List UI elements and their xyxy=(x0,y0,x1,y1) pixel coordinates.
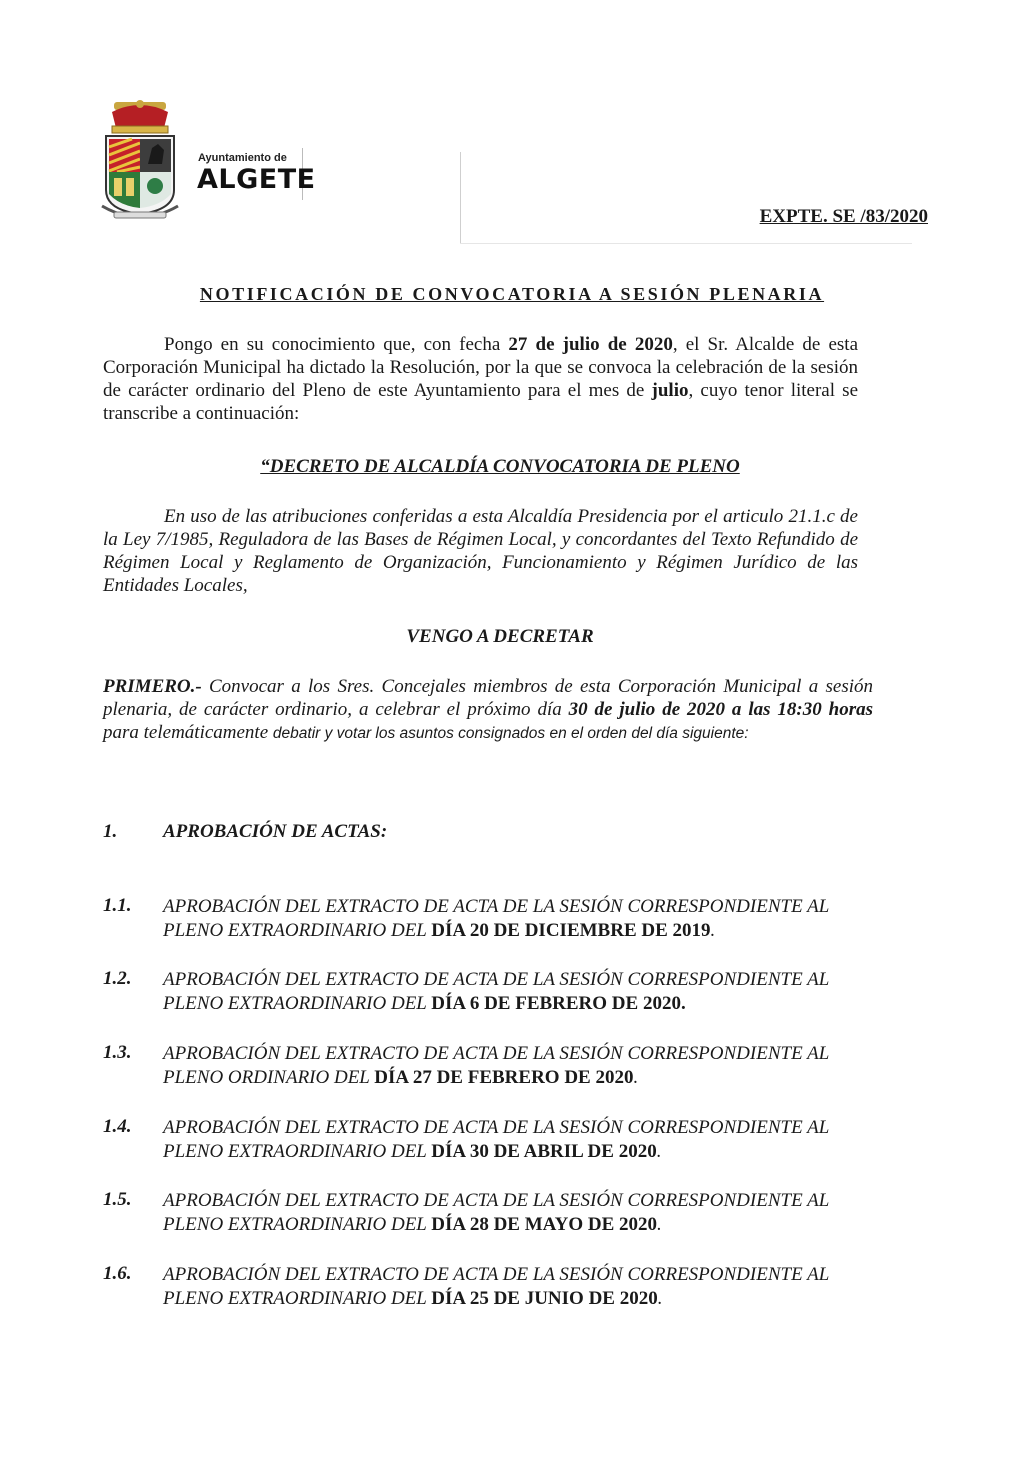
agenda-item-number: 1.2. xyxy=(103,968,132,989)
primero-paragraph: PRIMERO.- Convocar a los Sres. Concejales miembros de esta Corporación Municipal a sesión plenaria, de carácter ordinario, a celebrar el próximo día 30 de julio de 2020 a las 18:30 horas para telemáticamente debatir y votar los asuntos consignados en el orden del día siguiente: xyxy=(103,676,873,743)
logo-title: ALGETE xyxy=(197,164,316,195)
agenda-item-text: APROBACIÓN DEL EXTRACTO DE ACTA DE LA SESIÓN CORRESPONDIENTE AL PLENO ORDINARIO DEL DÍA 27 DE FEBRERO DE 2020. xyxy=(163,1043,829,1088)
document-title: NOTIFICACIÓN DE CONVOCATORIA A SESIÓN PLENARIA xyxy=(199,284,825,304)
agenda-item-text: APROBACIÓN DEL EXTRACTO DE ACTA DE LA SESIÓN CORRESPONDIENTE AL PLENO EXTRAORDINARIO DEL DÍA 6 DE FEBRERO DE 2020. xyxy=(163,969,829,1014)
agenda-item-text: APROBACIÓN DEL EXTRACTO DE ACTA DE LA SESIÓN CORRESPONDIENTE AL PLENO EXTRAORDINARIO DEL DÍA 28 DE MAYO DE 2020. xyxy=(163,1190,829,1235)
decree-heading: “DECRETO DE ALCALDÍA CONVOCATORIA DE PLENO xyxy=(260,456,740,477)
section-title: APROBACIÓN DE ACTAS: xyxy=(163,821,388,842)
agenda-item-text: APROBACIÓN DEL EXTRACTO DE ACTA DE LA SESIÓN CORRESPONDIENTE AL PLENO EXTRAORDINARIO DEL DÍA 30 DE ABRIL DE 2020. xyxy=(163,1117,829,1162)
logo-subtitle: Ayuntamiento de xyxy=(198,152,287,164)
intro-paragraph: Pongo en su conocimiento que, con fecha 27 de julio de 2020, el Sr. Alcalde de esta Corporación Municipal ha dictado la Resolución, por la que se convoca la celebración de la sesión de carácter ordinario del Pleno de este Ayuntamiento para el mes de julio, cuyo tenor literal se transcribe a continuación: xyxy=(103,334,859,424)
agenda-item-number: 1.4. xyxy=(103,1116,132,1137)
agenda-item-text: APROBACIÓN DEL EXTRACTO DE ACTA DE LA SESIÓN CORRESPONDIENTE AL PLENO EXTRAORDINARIO DEL DÍA 20 DE DICIEMBRE DE 2019. xyxy=(163,896,829,941)
section-number: 1. xyxy=(103,821,118,842)
agenda-item-text: APROBACIÓN DEL EXTRACTO DE ACTA DE LA SESIÓN CORRESPONDIENTE AL PLENO EXTRAORDINARIO DEL DÍA 25 DE JUNIO DE 2020. xyxy=(163,1264,829,1309)
expediente-number: EXPTE. SE /83/2020 xyxy=(759,206,928,227)
header-divider xyxy=(460,152,461,244)
agenda-item-number: 1.6. xyxy=(103,1263,132,1284)
agenda-item-number: 1.5. xyxy=(103,1189,132,1210)
agenda-item-number: 1.1. xyxy=(103,895,132,916)
authority-paragraph: En uso de las atribuciones conferidas a esta Alcaldía Presidencia por el articulo 21.1.c de la Ley 7/1985, Reguladora de las Bases de Régimen Local, y concordantes del Texto Refundido de Régimen Local y Reglamento de Organización, Funcionamiento y Régimen Jurídico de las Entidades Locales, xyxy=(103,506,858,596)
municipality-logo xyxy=(190,148,316,200)
coat-of-arms-icon xyxy=(100,98,180,224)
agenda-item-number: 1.3. xyxy=(103,1042,132,1063)
decree-statement: VENGO A DECRETAR xyxy=(406,626,594,647)
header-underline xyxy=(460,243,912,244)
